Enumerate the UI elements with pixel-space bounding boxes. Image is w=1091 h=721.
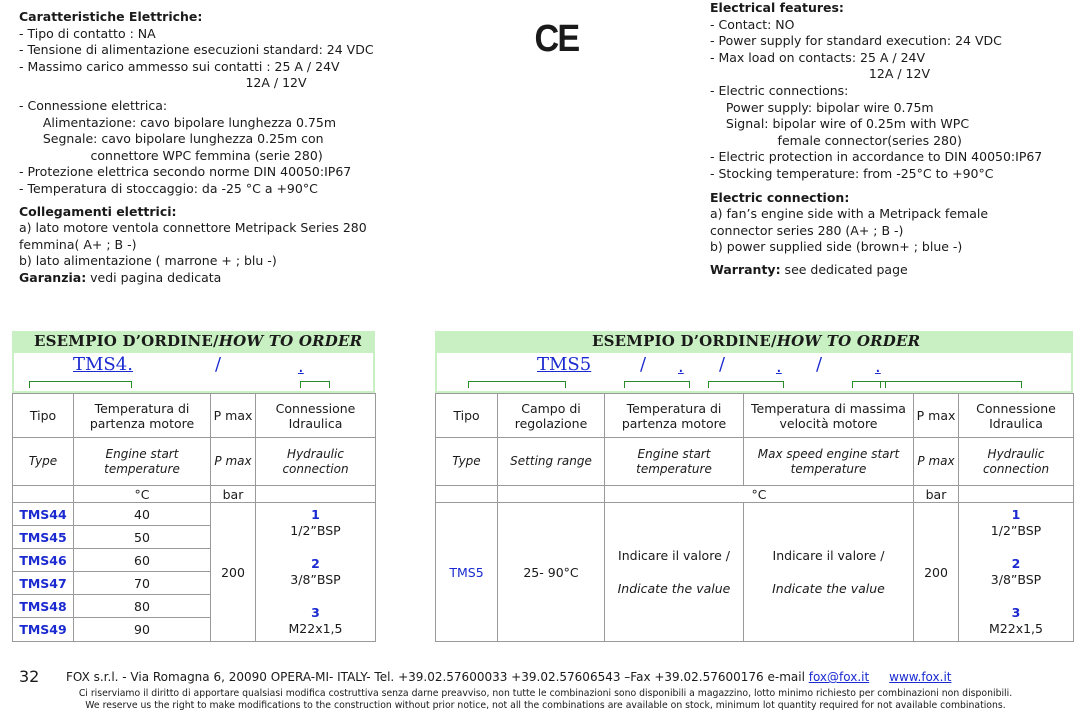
type-cell: TMS46 bbox=[13, 549, 74, 572]
header-temperatura: Temperatura di partenza motore bbox=[74, 394, 211, 438]
indicate-cell: Indicare il valore / Indicate the value bbox=[744, 503, 914, 642]
header-setting-range: Setting range bbox=[498, 438, 605, 486]
unit-cell: °C bbox=[605, 486, 914, 503]
right-line: - Max load on contacts: 25 A / 24V bbox=[710, 49, 926, 65]
right-line: - Electric connections: bbox=[710, 82, 849, 98]
right-line: - Electric protection in accordance to DIN 40050:IP67 bbox=[710, 149, 1043, 165]
unit-cell bbox=[436, 486, 498, 503]
order-right-slash: / bbox=[719, 354, 726, 375]
temp-cell: 50 bbox=[74, 526, 211, 549]
left-line: - Massimo carico ammesso sui contatti : 25 A / 24V bbox=[19, 58, 340, 74]
left-line: - Connessione elettrica: bbox=[19, 97, 168, 113]
right-line: - Power supply for standard execution: 24 VDC bbox=[710, 33, 1002, 49]
temp-cell: 70 bbox=[74, 572, 211, 595]
type-cell: TMS44 bbox=[13, 503, 74, 526]
pmax-cell: 200 bbox=[211, 503, 256, 642]
right-line: female connector(series 280) bbox=[710, 132, 962, 148]
type-cell: TMS45 bbox=[13, 526, 74, 549]
header-pmax: P max bbox=[211, 394, 256, 438]
left-line: 12A / 12V bbox=[19, 75, 307, 91]
order-right-bracket bbox=[880, 381, 1022, 388]
temp-cell: 60 bbox=[74, 549, 211, 572]
header-engine-start: Engine start temperature bbox=[605, 438, 744, 486]
header-pmax: P max bbox=[914, 394, 959, 438]
type-cell: TMS47 bbox=[13, 572, 74, 595]
right-sub-title: Electric connection: bbox=[710, 189, 850, 205]
right-warranty: Warranty: see dedicated page bbox=[710, 261, 908, 277]
left-title: Caratteristiche Elettriche: bbox=[19, 9, 203, 24]
order-right-bracket bbox=[708, 381, 784, 388]
order-left-code: TMS4. bbox=[73, 354, 133, 375]
header-campo: Campo di regolazione bbox=[498, 394, 605, 438]
header-pmax-en: P max bbox=[914, 438, 959, 486]
right-sub-line: a) fan’s engine side with a Metripack female bbox=[710, 206, 989, 222]
left-sub-line: a) lato motore ventola connettore Metripack Series 280 bbox=[19, 220, 367, 236]
header-temperatura-massima: Temperatura di massima velocità motore bbox=[744, 394, 914, 438]
order-right-slash: / bbox=[640, 354, 647, 375]
left-sub-title: Collegamenti elettrici: bbox=[19, 203, 177, 219]
right-electrical-block bbox=[710, 0, 1042, 279]
order-right-slash: / bbox=[816, 354, 823, 375]
range-cell: 25- 90°C bbox=[498, 503, 605, 642]
right-line: 12A / 12V bbox=[710, 66, 931, 82]
order-right-code: TMS5 bbox=[537, 354, 592, 375]
right-line: Signal: bipolar wire of 0.25m with WPC bbox=[710, 116, 970, 132]
left-line: - Temperatura di stoccaggio: da -25 °C a +90°C bbox=[19, 180, 318, 196]
temp-cell: 80 bbox=[74, 595, 211, 618]
right-sub-line: b) power supplied side (brown+ ; blue -) bbox=[710, 239, 963, 255]
right-line: Power supply: bipolar wire 0.75m bbox=[710, 99, 934, 115]
left-line: - Tensione di alimentazione esecuzioni standard: 24 VDC bbox=[19, 42, 374, 58]
left-warranty: Garanzia: vedi pagina dedicata bbox=[19, 269, 222, 285]
order-right-bracket bbox=[624, 381, 690, 388]
header-hydraulic: Hydraulic connection bbox=[959, 438, 1074, 486]
order-right-dot: . bbox=[776, 356, 782, 377]
left-line: Alimentazione: cavo bipolare lunghezza 0.75m bbox=[19, 114, 336, 130]
connection-cell: 1 1/2”BSP 2 3/8”BSP 3 M22x1,5 bbox=[256, 503, 376, 642]
unit-cell: bar bbox=[211, 486, 256, 503]
header-connessione: Connessione Idraulica bbox=[959, 394, 1074, 438]
header-type: Type bbox=[13, 438, 74, 486]
unit-cell bbox=[959, 486, 1074, 503]
website-link[interactable]: www.fox.it bbox=[889, 670, 952, 684]
order-left-bracket bbox=[29, 381, 132, 388]
connection-cell: 1 1/2”BSP 2 3/8”BSP 3 M22x1,5 bbox=[959, 503, 1074, 642]
header-connessione: Connessione Idraulica bbox=[256, 394, 376, 438]
pmax-cell: 200 bbox=[914, 503, 959, 642]
disclaimer-it: Ci riserviamo il diritto di apportare qualsiasi modifica costruttiva senza darne preavviso, non tutte le combinazioni sono disponibili a magazzino, lotto minimo richiesto per combinazioni non disponibili. bbox=[78, 688, 1013, 699]
left-line: Segnale: cavo bipolare lunghezza 0.25m con bbox=[19, 131, 324, 147]
order-left-title: ESEMPIO D’ORDINE/HOW TO ORDER bbox=[34, 332, 363, 350]
header-tipo: Tipo bbox=[436, 394, 498, 438]
unit-cell bbox=[13, 486, 74, 503]
header-max-speed: Max speed engine start temperature bbox=[744, 438, 914, 486]
type-cell: TMS49 bbox=[13, 618, 74, 642]
unit-cell: °C bbox=[74, 486, 211, 503]
order-left-dot: . bbox=[298, 356, 304, 377]
footer-company: FOX s.r.l. - Via Romagna 6, 20090 OPERA-MI- ITALY- Tel. +39.02.57600033 +39.02.57606543 –Fax +39.02.57600176 e-mail fox@fox.it www.fox.it bbox=[66, 670, 952, 684]
disclaimer-en: We reserve us the right to make modifications to the construction without prior notice, not all the combinations are available on stock, minimum lot quantity required for not available combinations. bbox=[85, 700, 1006, 711]
right-line: - Stocking temperature: from -25°C to +90°C bbox=[710, 165, 994, 181]
page-number: 32 bbox=[19, 667, 40, 686]
left-line: - Protezione elettrica secondo norme DIN 40050:IP67 bbox=[19, 164, 352, 180]
right-title: Electrical features: bbox=[710, 0, 844, 15]
indicate-cell: Indicare il valore / Indicate the value bbox=[605, 503, 744, 642]
left-line: - Tipo di contatto : NA bbox=[19, 25, 156, 41]
header-temperatura: Temperatura di partenza motore bbox=[605, 394, 744, 438]
order-right-dot: . bbox=[875, 356, 881, 377]
order-right-dot: . bbox=[678, 356, 684, 377]
header-tipo: Tipo bbox=[13, 394, 74, 438]
order-left-bracket bbox=[300, 381, 330, 388]
order-left-table bbox=[12, 393, 376, 642]
type-cell: TMS48 bbox=[13, 595, 74, 618]
header-type: Type bbox=[436, 438, 498, 486]
unit-cell: bar bbox=[914, 486, 959, 503]
left-line: connettore WPC femmina (serie 280) bbox=[19, 147, 323, 163]
header-pmax-en: P max bbox=[211, 438, 256, 486]
order-right-title: ESEMPIO D’ORDINE/HOW TO ORDER bbox=[592, 332, 921, 350]
header-hydraulic: Hydraulic connection bbox=[256, 438, 376, 486]
temp-cell: 90 bbox=[74, 618, 211, 642]
email-link[interactable]: fox@fox.it bbox=[808, 670, 870, 684]
type-cell: TMS5 bbox=[436, 503, 498, 642]
left-electrical-block bbox=[19, 9, 374, 287]
order-right-table bbox=[435, 393, 1074, 642]
unit-cell bbox=[256, 486, 376, 503]
order-right-bracket bbox=[468, 381, 566, 388]
right-sub-line: connector series 280 (A+ ; B -) bbox=[710, 222, 904, 238]
left-sub-line: femmina( A+ ; B -) bbox=[19, 236, 137, 252]
temp-cell: 40 bbox=[74, 503, 211, 526]
unit-cell bbox=[498, 486, 605, 503]
right-line: - Contact: NO bbox=[710, 16, 795, 32]
order-left-slash: / bbox=[215, 354, 222, 375]
ce-mark-logo: CE bbox=[534, 18, 579, 60]
header-engine-start: Engine start temperature bbox=[74, 438, 211, 486]
left-sub-line: b) lato alimentazione ( marrone + ; blu -) bbox=[19, 253, 277, 269]
